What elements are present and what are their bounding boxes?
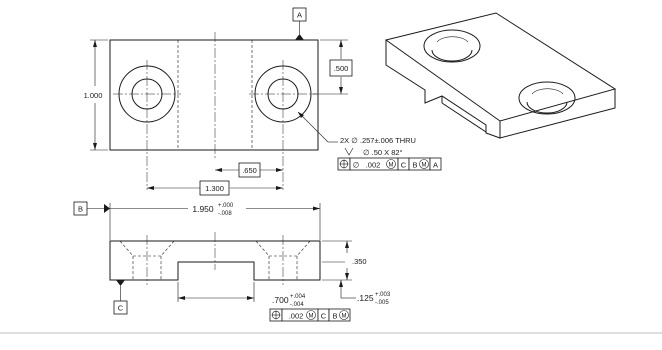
- fcf-top: [338, 158, 441, 170]
- front-view: [74, 202, 391, 321]
- hole-callout-line1: 2X ∅ .257±.006 THRU: [340, 136, 416, 145]
- datum-c-label: C: [117, 303, 124, 313]
- dim-hole-spacing-value: 1.300: [205, 184, 224, 193]
- datum-c-symbol: [114, 280, 127, 314]
- dim-slot-lower-tol: -.004: [290, 302, 304, 308]
- fcf-top-datum3: A: [432, 160, 439, 170]
- fcf-bottom-datum2-modifier: M: [341, 313, 347, 320]
- iso-top-face: [386, 13, 615, 121]
- iso-left-face: [386, 40, 500, 138]
- left-hole: [113, 60, 181, 190]
- datum-a-label: A: [296, 10, 303, 20]
- fcf-top-datum2: B: [412, 160, 418, 170]
- dim-depth-lower-tol: -.005: [375, 300, 389, 306]
- dim-length-upper-tol: +.000: [218, 203, 234, 209]
- iso-hole-left-outer: [424, 30, 480, 62]
- dim-height-top-view: [84, 40, 108, 150]
- datum-b-label: B: [77, 204, 84, 214]
- dim-depth-upper-tol: +.003: [375, 292, 391, 298]
- fcf-top-datum1: C: [400, 160, 407, 170]
- fcf-top-tolerance: .002: [365, 160, 381, 170]
- dim-height-value: 1.000: [83, 91, 103, 100]
- isometric-view: [386, 13, 615, 138]
- dim-slot-upper-tol: +.004: [290, 294, 306, 300]
- fcf-top-datum2-modifier: M: [421, 162, 427, 169]
- fcf-top-modifier: M: [388, 162, 394, 169]
- fcf-bottom-modifier: M: [308, 313, 314, 320]
- dim-slot-depth: [322, 262, 391, 306]
- fcf-bottom-datum2: B: [332, 311, 338, 321]
- iso-hole-right-outer: [519, 82, 575, 114]
- fcf-bottom-datum1: C: [320, 311, 327, 321]
- dim-length-base: 1.950: [192, 204, 214, 214]
- dim-depth-base: .125: [357, 293, 374, 303]
- dim-front-height: [322, 241, 367, 280]
- dim-slot-width: [178, 282, 306, 308]
- iso-front-face: [500, 89, 615, 138]
- dim-hole-offset-value: .500: [333, 64, 349, 73]
- fcf-bottom-tolerance: .002: [288, 311, 304, 321]
- datum-a-symbol: [293, 8, 306, 40]
- dim-slot-offset: [215, 163, 283, 177]
- dim-slot-base: .700: [272, 295, 289, 305]
- fcf-bottom: [270, 309, 350, 321]
- fcf-top-diameter: ∅: [352, 160, 360, 170]
- dim-front-height-value: .350: [352, 257, 367, 266]
- datum-b-symbol: [74, 202, 110, 215]
- dim-length-lower-tol: -.008: [218, 211, 232, 217]
- dim-slot-offset-value: .650: [242, 166, 257, 175]
- hole-callout-line2: ∅ .50 X 82°: [363, 148, 403, 157]
- dim-hole-spacing: [147, 181, 283, 195]
- top-view-outline: [110, 40, 318, 150]
- top-view: [84, 8, 441, 195]
